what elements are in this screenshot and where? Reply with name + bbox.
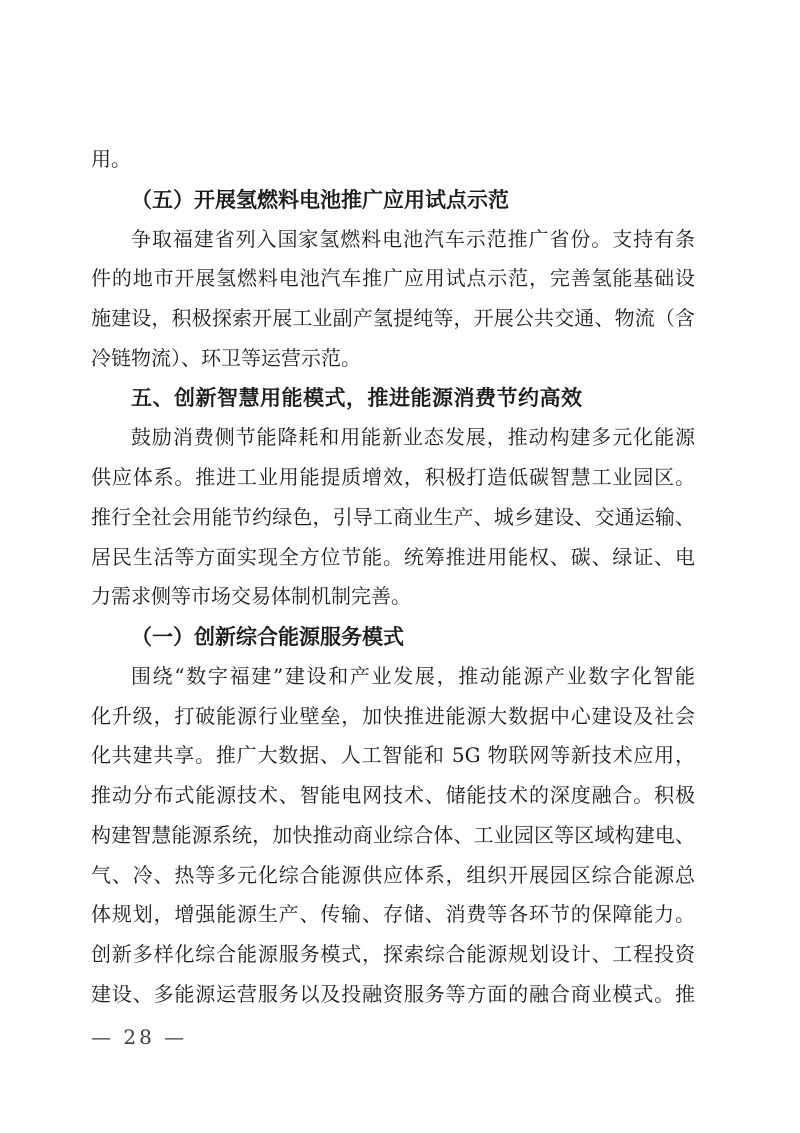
paragraph-line: 创新多样化综合能源服务模式，探索综合能源规划设计、工程投资 — [91, 942, 695, 966]
page-number: — 28 — — [91, 1025, 188, 1049]
paragraph-line: 化升级，打破能源行业壁垒，加快推进能源大数据中心建设及社会 — [91, 703, 695, 728]
paragraph-line: 推动分布式能源技术、智能电网技术、储能技术的深度融合。积极 — [91, 783, 695, 807]
paragraph-line: 构建智慧能源系统，加快推动商业综合体、工业园区等区域构建电、 — [91, 822, 695, 847]
paragraph-line: 气、冷、热等多元化综合能源供应体系，组织开展园区综合能源总 — [91, 862, 695, 887]
paragraph-line: 施建设，积极探索开展工业副产氢提纯等，开展公共交通、物流（含 — [91, 306, 695, 330]
paragraph-line: 体规划，增强能源生产、传输、存储、消费等各环节的保障能力。 — [91, 902, 695, 927]
document-body — [91, 140, 695, 1015]
subsection-heading-1: （一）创新综合能源服务模式 — [131, 624, 404, 649]
paragraph-line: 力需求侧等市场交易体制机制完善。 — [91, 584, 411, 609]
paragraph-line: 供应体系。推进工业用能提质增效，积极打造低碳智慧工业园区。 — [91, 465, 695, 489]
paragraph-line: 围绕“数字福建”建设和产业发展，推动能源产业数字化智能 — [131, 663, 695, 688]
chapter-heading-5: 五、创新智慧用能模式，推进能源消费节约高效 — [131, 385, 583, 410]
paragraph-line: 建设、多能源运营服务以及投融资服务等方面的融合商业模式。推 — [91, 981, 695, 1006]
paragraph-line: 居民生活等方面实现全方位节能。统筹推进用能权、碳、绿证、电 — [91, 544, 695, 569]
paragraph-line: 件的地市开展氢燃料电池汽车推广应用试点示范，完善氢能基础设 — [91, 266, 695, 291]
paragraph-line: 用。 — [91, 147, 131, 171]
paragraph-line: 争取福建省列入国家氢燃料电池汽车示范推广省份。支持有条 — [131, 226, 695, 251]
paragraph-line: 鼓励消费侧节能降耗和用能新业态发展，推动构建多元化能源 — [131, 425, 695, 450]
subsection-heading-5: （五）开展氢燃料电池推广应用试点示范 — [131, 186, 509, 212]
paragraph-line: 冷链物流）、环卫等运营示范。 — [91, 345, 361, 370]
paragraph-line: 化共建共享。推广大数据、人工智能和 5G 物联网等新技术应用， — [91, 743, 695, 768]
paragraph-line: 推行全社会用能节约绿色，引导工商业生产、城乡建设、交通运输、 — [91, 504, 695, 529]
